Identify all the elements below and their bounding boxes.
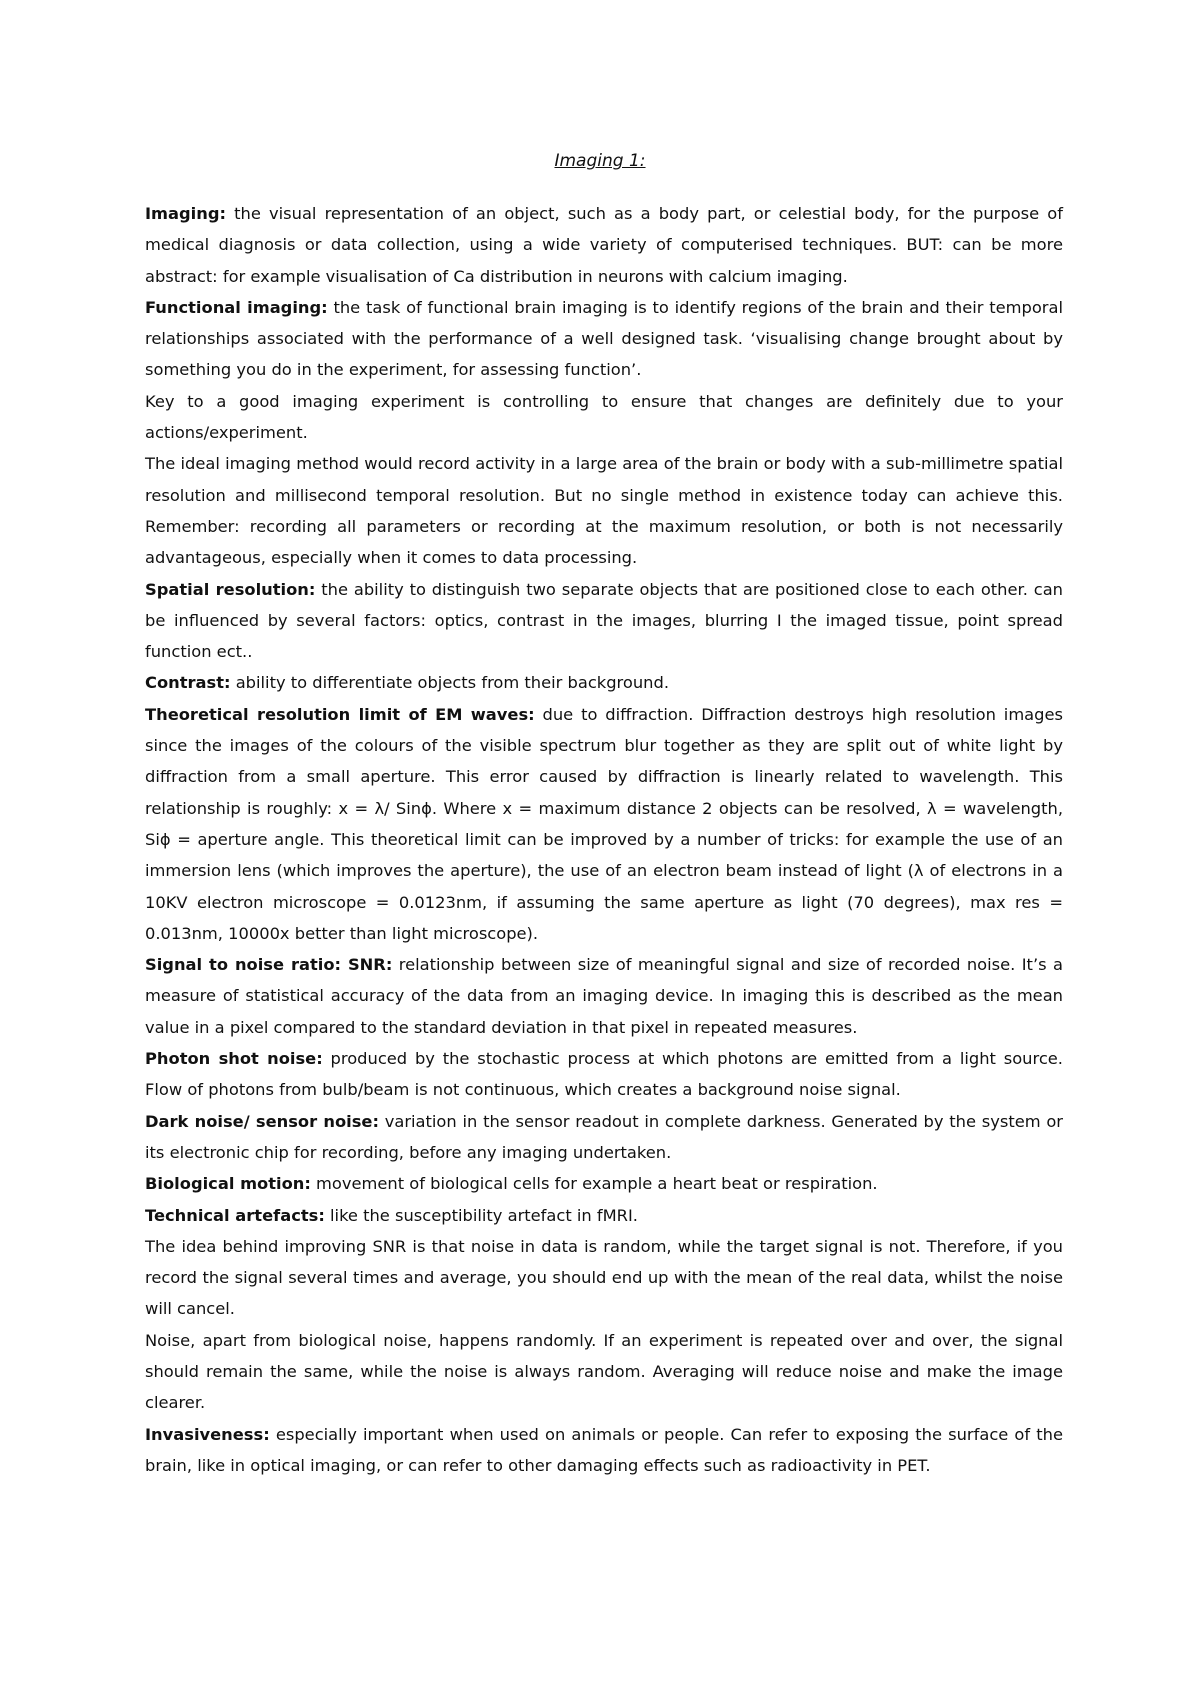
paragraph bbox=[145, 1231, 1063, 1325]
paragraph-text: especially important when used on animals or people. Can refer to exposing the surface of the brain, like in optical imaging, or can refer to other damaging effects such as radioactivity in PET. bbox=[145, 1424, 1063, 1475]
paragraph-term: Dark noise/ sensor noise: bbox=[145, 1111, 379, 1131]
document-body bbox=[145, 198, 1063, 1481]
paragraph bbox=[145, 386, 1063, 449]
paragraph-term: Theoretical resolution limit of EM waves: bbox=[145, 704, 535, 724]
paragraph bbox=[145, 574, 1063, 668]
paragraph-text: ability to differentiate objects from their background. bbox=[230, 673, 669, 693]
paragraph-text: the ability to distinguish two separate objects that are positioned close to each other. can be influenced by several factors: optics, contrast in the images, blurring I the imaged tissue, point spread function ect.. bbox=[145, 579, 1063, 662]
paragraph-text: relationship between size of meaningful signal and size of recorded noise. It’s a measure of statistical accuracy of the data from an imaging device. In imaging this is described as the mean value in a pixel compared to the standard deviation in that pixel in repeated measures. bbox=[145, 955, 1064, 1037]
paragraph-text: variation in the sensor readout in complete darkness. Generated by the system or its electronic chip for recording, before any imaging undertaken. bbox=[145, 1111, 1063, 1162]
paragraph-term: Invasiveness: bbox=[145, 1424, 270, 1444]
paragraph-text: due to diffraction. Diffraction destroys high resolution images since the images of the colours of the visible spectrum blur together as they are split out of white light by diffraction from a small aperture. This error caused by diffraction is linearly related to wavelength. This relationship is roughly: x = λ/ Sinϕ. Where x = maximum distance 2 objects can be resolved, λ = wavelength, Siϕ = aperture angle. This theoretical limit can be improved by a number of tricks: for example the use of an immersion lens (which improves the aperture), the use of an electron beam instead of light (λ of electrons in a 10KV electron microscope = 0.0123nm, if assuming the same aperture as light (70 degrees), max res = 0.013nm, 10000x better than light microscope). bbox=[145, 704, 1063, 943]
paragraph-text: The idea behind improving SNR is that noise in data is random, while the target signal is not. Therefore, if you record the signal several times and average, you should end up with the mean of the real data, whilst the noise will cancel. bbox=[145, 1236, 1063, 1319]
paragraph-text: the visual representation of an object, such as a body part, or celestial body, for the purpose of medical diagnosis or data collection, using a wide variety of computerised techniques. BUT: can be more abstract: for example visualisation of Ca distribution in neurons with calcium imaging. bbox=[145, 204, 1063, 286]
paragraph-text: Key to a good imaging experiment is controlling to ensure that changes are definitely due to your actions/experiment. bbox=[145, 391, 1063, 443]
paragraph-term: Photon shot noise: bbox=[145, 1049, 323, 1069]
paragraph bbox=[145, 198, 1063, 292]
paragraph-term: Contrast: bbox=[145, 673, 231, 693]
paragraph-term: Imaging: bbox=[145, 204, 227, 223]
paragraph-term: Signal to noise ratio: SNR: bbox=[145, 955, 393, 975]
paragraph bbox=[145, 1325, 1063, 1419]
paragraph-text: like the susceptibility artefact in fMRI. bbox=[324, 1205, 638, 1225]
paragraph bbox=[145, 292, 1063, 386]
paragraph bbox=[145, 1043, 1063, 1106]
page-title: Imaging 1: bbox=[554, 151, 646, 171]
paragraph bbox=[145, 1419, 1063, 1482]
paragraph-text: produced by the stochastic process at which photons are emitted from a light source. Flow of photons from bulb/beam is not continuous, which creates a background noise signal. bbox=[145, 1049, 1063, 1100]
paragraph bbox=[145, 667, 1063, 698]
paragraph-text: movement of biological cells for example a heart beat or respiration. bbox=[310, 1174, 878, 1194]
paragraph-term: Spatial resolution: bbox=[145, 579, 316, 599]
paragraph-term: Biological motion: bbox=[145, 1174, 311, 1194]
paragraph-text: The ideal imaging method would record activity in a large area of the brain or body with a sub-millimetre spatial resolution and millisecond temporal resolution. But no single method in existence today can achieve this. Remember: recording all parameters or recording at the maximum resolution, or both is not necessarily advantageous, especially when it comes to data processing. bbox=[145, 454, 1063, 568]
paragraph-text: the task of functional brain imaging is to identify regions of the brain and their temporal relationships associated with the performance of a well designed task. ‘visualising change brought about by something you do in the experiment, for assessing function’. bbox=[145, 297, 1063, 380]
paragraph bbox=[145, 1200, 1063, 1231]
paragraph bbox=[145, 949, 1063, 1043]
paragraph bbox=[145, 448, 1063, 573]
paragraph-text: Noise, apart from biological noise, happens randomly. If an experiment is repeated over and over, the signal should remain the same, while the noise is always random. Averaging will reduce noise and make the image clearer. bbox=[145, 1330, 1063, 1413]
paragraph-term: Functional imaging: bbox=[145, 297, 328, 317]
paragraph bbox=[145, 1168, 1063, 1199]
paragraph bbox=[145, 699, 1063, 949]
paragraph bbox=[145, 1106, 1063, 1169]
paragraph-term: Technical artefacts: bbox=[145, 1205, 325, 1225]
